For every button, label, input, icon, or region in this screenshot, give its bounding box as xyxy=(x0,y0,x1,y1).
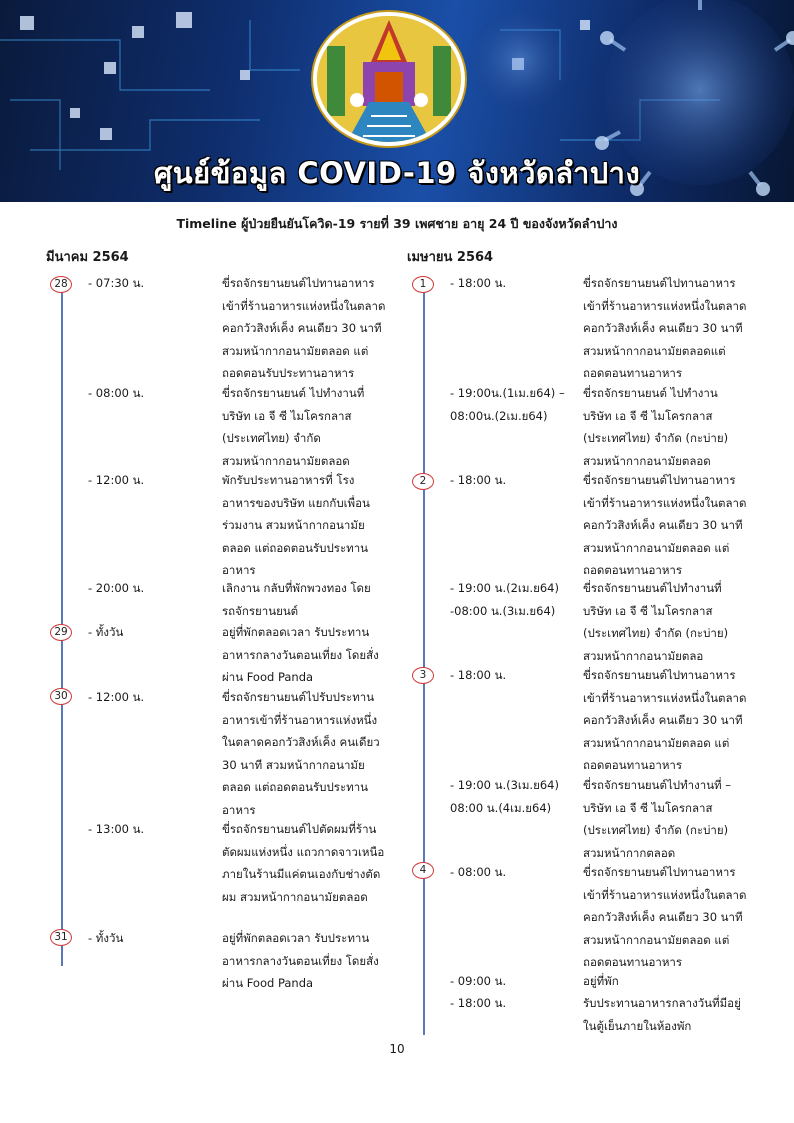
entry-description: อยู่ที่พัก xyxy=(583,974,619,988)
entry-time: - 18:00 น. xyxy=(450,473,507,487)
entry-time: - 12:00 น. xyxy=(88,690,145,704)
entry-description: ขี่รถจักรยานยนต์ไปทำงานที่ – บริษัท เอ จี ซี ไมโครกลาส (ประเทศไทย) จำกัด (กะบ่าย) สวมหน้ากากตลอด xyxy=(583,778,732,860)
entry-description: ขี่รถจักรยานยนต์ไปทำงานที่ บริษัท เอ จี ซี ไมโครกลาส (ประเทศไทย) จำกัด (กะบ่าย) สวมหน้ากากอนามัยตลอ xyxy=(583,581,729,663)
month-heading-april: เมษายน 2564 xyxy=(407,250,494,265)
entry-time: - 19:00 น.(2เม.ย64) -08:00 น.(3เม.ย64) xyxy=(450,581,559,618)
entry-description: อยู่ที่พักตลอดเวลา รับประทาน อาหารกลางวันตอนเที่ยง โดยสั่ง ผ่าน Food Panda xyxy=(222,931,379,990)
entry-time: - 18:00 น. xyxy=(450,996,507,1010)
entry-description: รับประทานอาหารกลางวันที่มีอยู่ ในตู้เย็นภายในห้องพัก xyxy=(583,996,741,1033)
day-marker: 2 xyxy=(412,473,434,490)
day-marker: 3 xyxy=(412,667,434,684)
header-banner xyxy=(0,0,794,202)
page-number: 10 xyxy=(389,1042,405,1056)
lampang-provincial-seal xyxy=(313,12,465,146)
entry-description: อยู่ที่พักตลอดเวลา รับประทาน อาหารกลางวันตอนเที่ยง โดยสั่ง ผ่าน Food Panda xyxy=(222,625,379,684)
entry-time: - 19:00น.(1เม.ย64) – 08:00น.(2เม.ย64) xyxy=(450,386,565,423)
entry-description: ขี่รถจักรยานยนต์ ไปทำงานที่ บริษัท เอ จี ซี ไมโครกลาส (ประเทศไทย) จำกัด สวมหน้ากากอนามัยตลอด xyxy=(222,386,365,468)
entry-description: ขี่รถจักรยานยนต์ไปทานอาหาร เข้าที่ร้านอาหารแห่งหนึ่งในตลาด คอกวัวสิงห์เค็ง คนเดียว 30 นาที สวมหน้ากากอนามัยตลอดแต่ ถอดตอนทานอาหาร xyxy=(583,276,747,380)
entry-time: - 07:30 น. xyxy=(88,276,145,290)
day-marker: 31 xyxy=(50,929,72,946)
entry-time: - ทั้งวัน xyxy=(88,625,124,639)
day-marker: 1 xyxy=(412,276,434,293)
entry-description: ขี่รถจักรยานยนต์ไปทานอาหาร เข้าที่ร้านอาหารแห่งหนึ่งในตลาด คอกวัวสิงห์เค็ง คนเดียว 30 นาที สวมหน้ากากอนามัยตลอด แต่ ถอดตอนทานอาหาร xyxy=(583,473,747,577)
timeline-line-april xyxy=(423,290,425,1035)
entry-time: - 09:00 น. xyxy=(450,974,507,988)
entry-description: พักรับประทานอาหารที่ โรง อาหารของบริษัท แยกกับเพื่อน ร่วมงาน สวมหน้ากากอนามัย ตลอด แต่ถอดตอนรับประทาน อาหาร xyxy=(222,473,370,577)
entry-description: ขี่รถจักรยานยนต์ ไปทำงาน บริษัท เอ จี ซี ไมโครกลาส (ประเทศไทย) จำกัด (กะบ่าย) สวมหน้ากากอนามัยตลอด xyxy=(583,386,729,468)
month-heading-march: มีนาคม 2564 xyxy=(46,250,129,265)
entry-description: ขี่รถจักรยานยนต์ไปรับประทาน อาหารเข้าที่ร้านอาหารแห่งหนึ่ง ในตลาดคอกวัวสิงห์เค็ง คนเดียว 30 นาที สวมหน้ากากอนามัย ตลอด แต่ถอดตอนรับประทาน อาหาร xyxy=(222,690,380,817)
entry-time: - 20:00 น. xyxy=(88,581,145,595)
entry-description: ขี่รถจักรยานยนต์ไปทานอาหาร เข้าที่ร้านอาหารแห่งหนึ่งในตลาด คอกวัวสิงห์เค็ง คนเดียว 30 นาที สวมหน้ากากอนามัยตลอด แต่ ถอดตอนทานอาหาร xyxy=(583,668,747,772)
day-marker: 29 xyxy=(50,624,72,641)
entry-time: - 08:00 น. xyxy=(88,386,145,400)
entry-time: - ทั้งวัน xyxy=(88,931,124,945)
day-marker: 4 xyxy=(412,862,434,879)
entry-description: ขี่รถจักรยานยนต์ไปทานอาหาร เข้าที่ร้านอาหารแห่งหนึ่งในตลาด คอกวัวสิงห์เค็ง คนเดียว 30 นาที สวมหน้ากากอนามัยตลอด แต่ ถอดตอนทานอาหาร xyxy=(583,865,747,969)
document-title: Timeline ผู้ป่วยยืนยันโควิด-19 รายที่ 39 เพศชาย อายุ 24 ปี ของจังหวัดลำปาง xyxy=(176,216,618,231)
entry-description: ขี่รถจักรยานยนต์ไปตัดผมที่ร้าน ตัดผมแห่งหนึ่ง แถวกาดจาวเหนือ ภายในร้านมีแค่ตนเองกับช่างตัด ผม สวมหน้ากากอนามัยตลอด xyxy=(222,822,385,904)
entry-time: - 18:00 น. xyxy=(450,668,507,682)
day-marker: 28 xyxy=(50,276,72,293)
entry-description: เลิกงาน กลับที่พักพวงทอง โดย รถจักรยานยนต์ xyxy=(222,581,371,618)
entry-time: - 19:00 น.(3เม.ย64) 08:00 น.(4เม.ย64) xyxy=(450,778,559,815)
day-marker: 30 xyxy=(50,688,72,705)
entry-time: - 12:00 น. xyxy=(88,473,145,487)
entry-time: - 13:00 น. xyxy=(88,822,145,836)
banner-title: ศูนย์ข้อมูล COVID-19 จังหวัดลำปาง xyxy=(153,156,641,190)
entry-time: - 08:00 น. xyxy=(450,865,507,879)
entry-time: - 18:00 น. xyxy=(450,276,507,290)
entry-description: ขี่รถจักรยานยนต์ไปทานอาหาร เข้าที่ร้านอาหารแห่งหนึ่งในตลาด คอกวัวสิงห์เค็ง คนเดียว 30 นาที สวมหน้ากากอนามัยตลอด แต่ ถอดตอนรับประทานอาหาร xyxy=(222,276,386,380)
